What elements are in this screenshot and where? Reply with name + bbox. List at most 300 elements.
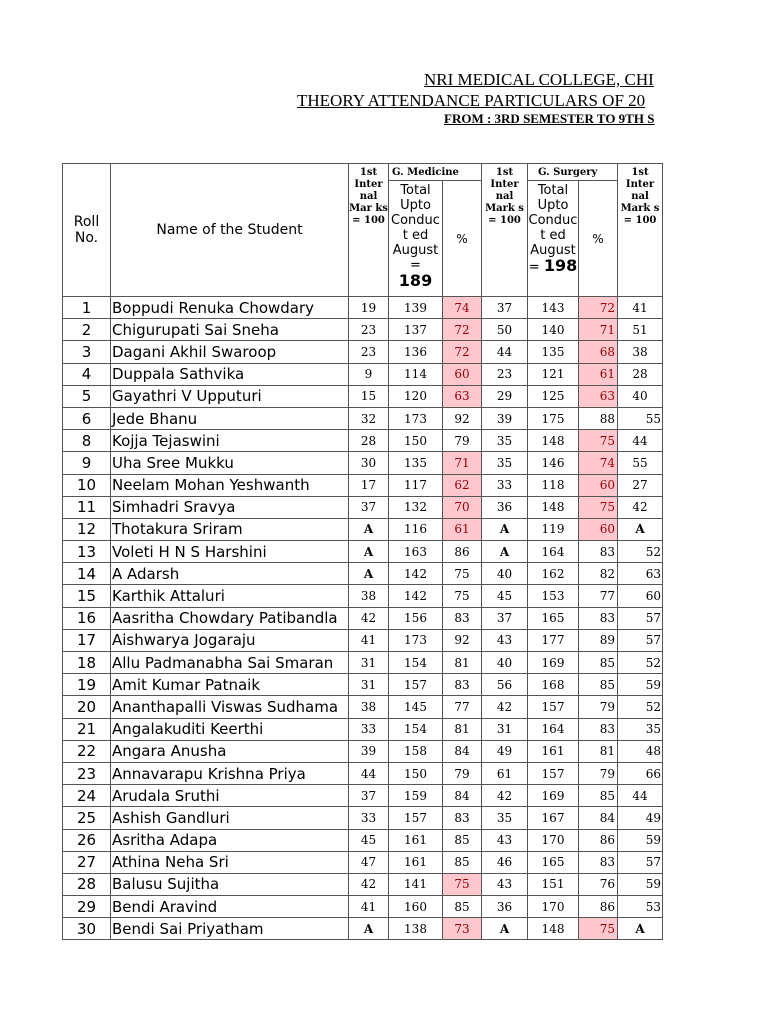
roll-number: 18: [63, 652, 111, 674]
roll-number: 8: [63, 430, 111, 452]
surgery-internal-marks: A: [482, 918, 528, 940]
surgery-percent: 85: [579, 652, 618, 674]
next-internal-marks: A: [618, 518, 663, 540]
table-row: [63, 652, 663, 674]
surgery-percent: 86: [579, 829, 618, 851]
medicine-internal-marks: A: [349, 518, 389, 540]
surgery-internal-marks: 50: [482, 319, 528, 341]
next-internal-marks: 44: [618, 430, 663, 452]
student-name: Ananthapalli Viswas Sudhama: [111, 696, 349, 718]
student-name: Amit Kumar Patnaik: [111, 674, 349, 696]
surgery-internal-marks: 42: [482, 785, 528, 807]
roll-number: 26: [63, 829, 111, 851]
college-title: NRI MEDICAL COLLEGE, CHI: [424, 70, 654, 89]
surgery-total-attended: 170: [528, 896, 579, 918]
medicine-total-attended: 116: [389, 518, 443, 540]
student-name: Voleti H N S Harshini: [111, 541, 349, 563]
surgery-internal-marks: 35: [482, 430, 528, 452]
roll-number: 19: [63, 674, 111, 696]
table-row: [63, 385, 663, 407]
table-row: [63, 407, 663, 429]
surgery-percent: 75: [579, 496, 618, 518]
medicine-internal-marks: 9: [349, 363, 389, 385]
surgery-internal-marks: 39: [482, 407, 528, 429]
roll-number: 23: [63, 762, 111, 784]
surgery-percent: 63: [579, 385, 618, 407]
surgery-internal-marks: 37: [482, 607, 528, 629]
header-medicine-percent: %: [443, 181, 482, 297]
medicine-total-attended: 137: [389, 319, 443, 341]
medicine-percent: 83: [443, 674, 482, 696]
roll-number: 13: [63, 541, 111, 563]
surgery-percent: 75: [579, 430, 618, 452]
surgery-percent: 60: [579, 474, 618, 496]
medicine-percent: 85: [443, 896, 482, 918]
medicine-percent: 74: [443, 297, 482, 319]
medicine-total-attended: 154: [389, 718, 443, 740]
roll-number: 22: [63, 740, 111, 762]
surgery-percent: 79: [579, 762, 618, 784]
table-row: [63, 563, 663, 585]
medicine-total-attended: 138: [389, 918, 443, 940]
total-label: Total Upto Conduc t ed August: [528, 183, 578, 258]
surgery-total-attended: 175: [528, 407, 579, 429]
medicine-internal-marks: 38: [349, 585, 389, 607]
medicine-internal-marks: 37: [349, 496, 389, 518]
next-internal-marks: 59: [618, 873, 663, 895]
total-eq: =: [528, 260, 540, 275]
surgery-total-attended: 165: [528, 607, 579, 629]
table-row: [63, 607, 663, 629]
table-row: [63, 629, 663, 651]
medicine-total-attended: 136: [389, 341, 443, 363]
student-name: Boppudi Renuka Chowdary: [111, 297, 349, 319]
next-internal-marks: 57: [618, 607, 663, 629]
medicine-percent: 73: [443, 918, 482, 940]
next-internal-marks: 59: [618, 829, 663, 851]
surgery-internal-marks: 43: [482, 873, 528, 895]
roll-number: 27: [63, 851, 111, 873]
surgery-internal-marks: 45: [482, 585, 528, 607]
surgery-total-attended: 153: [528, 585, 579, 607]
table-row: [63, 785, 663, 807]
surgery-internal-marks: 43: [482, 829, 528, 851]
roll-number: 9: [63, 452, 111, 474]
table-row: [63, 918, 663, 940]
medicine-percent: 61: [443, 518, 482, 540]
medicine-total-attended: 157: [389, 807, 443, 829]
surgery-percent: 83: [579, 607, 618, 629]
student-name: Thotakura Sriram: [111, 518, 349, 540]
surgery-total-attended: 169: [528, 785, 579, 807]
surgery-percent: 77: [579, 585, 618, 607]
next-internal-marks: 51: [618, 319, 663, 341]
next-internal-marks: 52: [618, 541, 663, 563]
medicine-internal-marks: A: [349, 563, 389, 585]
surgery-internal-marks: 61: [482, 762, 528, 784]
medicine-internal-marks: 32: [349, 407, 389, 429]
table-row: [63, 341, 663, 363]
surgery-total-attended: 161: [528, 740, 579, 762]
student-name: Angara Anusha: [111, 740, 349, 762]
medicine-total-attended: 161: [389, 851, 443, 873]
student-name: Athina Neha Sri: [111, 851, 349, 873]
surgery-percent: 81: [579, 740, 618, 762]
table-row: [63, 541, 663, 563]
roll-number: 2: [63, 319, 111, 341]
roll-number: 24: [63, 785, 111, 807]
surgery-internal-marks: 37: [482, 297, 528, 319]
table-row: [63, 674, 663, 696]
table-row: [63, 452, 663, 474]
student-name: Simhadri Sravya: [111, 496, 349, 518]
medicine-internal-marks: A: [349, 541, 389, 563]
surgery-total-attended: 148: [528, 430, 579, 452]
surgery-percent: 68: [579, 341, 618, 363]
document-header: [0, 65, 662, 135]
medicine-percent: 86: [443, 541, 482, 563]
surgery-percent: 83: [579, 851, 618, 873]
surgery-total-attended: 157: [528, 762, 579, 784]
student-name: Chigurupati Sai Sneha: [111, 319, 349, 341]
surgery-percent: 75: [579, 918, 618, 940]
surgery-percent: 79: [579, 696, 618, 718]
surgery-total-attended: 151: [528, 873, 579, 895]
student-name: Kojja Tejaswini: [111, 430, 349, 452]
medicine-percent: 75: [443, 563, 482, 585]
next-internal-marks: 27: [618, 474, 663, 496]
total-eq: =: [410, 258, 421, 273]
next-internal-marks: 35: [618, 718, 663, 740]
table-row: [63, 829, 663, 851]
surgery-total-attended: 143: [528, 297, 579, 319]
medicine-total-attended: 141: [389, 873, 443, 895]
student-name: Allu Padmanabha Sai Smaran: [111, 652, 349, 674]
roll-number: 25: [63, 807, 111, 829]
surgery-total-classes: 198: [543, 256, 578, 275]
surgery-total-attended: 125: [528, 385, 579, 407]
surgery-total-attended: 169: [528, 652, 579, 674]
surgery-total-attended: 164: [528, 718, 579, 740]
table-row: [63, 319, 663, 341]
surgery-internal-marks: 44: [482, 341, 528, 363]
roll-number: 14: [63, 563, 111, 585]
header-roll-no: Roll No.: [63, 164, 111, 297]
table-row: [63, 807, 663, 829]
surgery-internal-marks: 36: [482, 496, 528, 518]
surgery-total-attended: 165: [528, 851, 579, 873]
table-row: [63, 474, 663, 496]
medicine-total-attended: 145: [389, 696, 443, 718]
medicine-percent: 63: [443, 385, 482, 407]
medicine-percent: 71: [443, 452, 482, 474]
medicine-total-attended: 135: [389, 452, 443, 474]
table-row: [63, 585, 663, 607]
medicine-internal-marks: 17: [349, 474, 389, 496]
table-row: [63, 896, 663, 918]
next-internal-marks: 52: [618, 696, 663, 718]
medicine-internal-marks: 31: [349, 652, 389, 674]
surgery-percent: 88: [579, 407, 618, 429]
medicine-internal-marks: 15: [349, 385, 389, 407]
medicine-percent: 92: [443, 629, 482, 651]
medicine-percent: 85: [443, 829, 482, 851]
next-internal-marks: 49: [618, 807, 663, 829]
header-medicine-internal: 1st Inter nal Mar ks = 100: [349, 164, 389, 297]
surgery-internal-marks: 56: [482, 674, 528, 696]
surgery-percent: 74: [579, 452, 618, 474]
medicine-percent: 79: [443, 430, 482, 452]
medicine-percent: 85: [443, 851, 482, 873]
table-row: [63, 518, 663, 540]
next-internal-marks: 63: [618, 563, 663, 585]
next-internal-marks: 57: [618, 629, 663, 651]
student-name: Arudala Sruthi: [111, 785, 349, 807]
next-internal-marks: 44: [618, 785, 663, 807]
surgery-internal-marks: 35: [482, 452, 528, 474]
medicine-internal-marks: 42: [349, 607, 389, 629]
surgery-percent: 82: [579, 563, 618, 585]
surgery-total-attended: 148: [528, 496, 579, 518]
student-name: Bendi Sai Priyatham: [111, 918, 349, 940]
medicine-percent: 60: [443, 363, 482, 385]
medicine-internal-marks: 23: [349, 341, 389, 363]
surgery-internal-marks: 29: [482, 385, 528, 407]
roll-number: 10: [63, 474, 111, 496]
surgery-internal-marks: 33: [482, 474, 528, 496]
surgery-internal-marks: 35: [482, 807, 528, 829]
medicine-total-attended: 150: [389, 430, 443, 452]
header-surgery-internal: 1st Inter nal Mark s = 100: [482, 164, 528, 297]
next-internal-marks: 28: [618, 363, 663, 385]
medicine-total-attended: 142: [389, 585, 443, 607]
medicine-total-attended: 150: [389, 762, 443, 784]
surgery-internal-marks: 40: [482, 652, 528, 674]
surgery-internal-marks: A: [482, 518, 528, 540]
medicine-total-attended: 114: [389, 363, 443, 385]
medicine-total-attended: 158: [389, 740, 443, 762]
table-row: [63, 718, 663, 740]
medicine-total-attended: 173: [389, 629, 443, 651]
next-internal-marks: 38: [618, 341, 663, 363]
surgery-percent: 60: [579, 518, 618, 540]
surgery-internal-marks: 46: [482, 851, 528, 873]
header-surgery-total: [528, 181, 579, 297]
medicine-percent: 83: [443, 607, 482, 629]
student-name: Asritha Adapa: [111, 829, 349, 851]
next-internal-marks: 53: [618, 896, 663, 918]
surgery-percent: 85: [579, 785, 618, 807]
student-name: Jede Bhanu: [111, 407, 349, 429]
table-row: [63, 696, 663, 718]
medicine-total-attended: 117: [389, 474, 443, 496]
header-subject-medicine: G. Medicine: [389, 164, 482, 181]
student-name: Aasritha Chowdary Patibandla: [111, 607, 349, 629]
roll-number: 16: [63, 607, 111, 629]
surgery-percent: 72: [579, 297, 618, 319]
surgery-internal-marks: 42: [482, 696, 528, 718]
surgery-percent: 84: [579, 807, 618, 829]
medicine-percent: 75: [443, 585, 482, 607]
next-internal-marks: 66: [618, 762, 663, 784]
table-row: [63, 297, 663, 319]
total-label: Total Upto Conduc t ed August: [391, 183, 440, 258]
medicine-total-attended: 159: [389, 785, 443, 807]
medicine-percent: 72: [443, 319, 482, 341]
surgery-percent: 83: [579, 541, 618, 563]
medicine-internal-marks: 23: [349, 319, 389, 341]
student-name: Uha Sree Mukku: [111, 452, 349, 474]
header-student-name: Name of the Student: [111, 164, 349, 297]
student-name: Balusu Sujitha: [111, 873, 349, 895]
table-row: [63, 740, 663, 762]
medicine-percent: 62: [443, 474, 482, 496]
student-name: Duppala Sathvika: [111, 363, 349, 385]
student-name: Angalakuditi Keerthi: [111, 718, 349, 740]
roll-number: 21: [63, 718, 111, 740]
student-name: Bendi Aravind: [111, 896, 349, 918]
medicine-total-attended: 173: [389, 407, 443, 429]
medicine-internal-marks: 19: [349, 297, 389, 319]
surgery-internal-marks: 40: [482, 563, 528, 585]
medicine-total-attended: 157: [389, 674, 443, 696]
medicine-total-attended: 163: [389, 541, 443, 563]
roll-number: 30: [63, 918, 111, 940]
medicine-percent: 81: [443, 652, 482, 674]
surgery-internal-marks: 31: [482, 718, 528, 740]
next-internal-marks: 52: [618, 652, 663, 674]
surgery-total-attended: 148: [528, 918, 579, 940]
surgery-percent: 61: [579, 363, 618, 385]
medicine-total-attended: 132: [389, 496, 443, 518]
medicine-internal-marks: A: [349, 918, 389, 940]
medicine-internal-marks: 41: [349, 896, 389, 918]
surgery-percent: 85: [579, 674, 618, 696]
next-internal-marks: 55: [618, 452, 663, 474]
medicine-internal-marks: 47: [349, 851, 389, 873]
medicine-internal-marks: 39: [349, 740, 389, 762]
roll-number: 3: [63, 341, 111, 363]
surgery-total-attended: 168: [528, 674, 579, 696]
surgery-internal-marks: 49: [482, 740, 528, 762]
surgery-total-attended: 170: [528, 829, 579, 851]
surgery-internal-marks: 36: [482, 896, 528, 918]
header-subject-surgery: G. Surgery: [528, 164, 618, 181]
medicine-total-attended: 120: [389, 385, 443, 407]
medicine-percent: 84: [443, 785, 482, 807]
medicine-internal-marks: 44: [349, 762, 389, 784]
report-title: THEORY ATTENDANCE PARTICULARS OF 20: [297, 91, 646, 110]
surgery-internal-marks: 43: [482, 629, 528, 651]
roll-number: 1: [63, 297, 111, 319]
medicine-total-attended: 160: [389, 896, 443, 918]
student-name: Aishwarya Jogaraju: [111, 629, 349, 651]
medicine-total-attended: 161: [389, 829, 443, 851]
roll-number: 28: [63, 873, 111, 895]
surgery-total-attended: 146: [528, 452, 579, 474]
student-name: A Adarsh: [111, 563, 349, 585]
roll-number: 17: [63, 629, 111, 651]
next-internal-marks: 59: [618, 674, 663, 696]
table-row: [63, 873, 663, 895]
medicine-percent: 92: [443, 407, 482, 429]
medicine-total-attended: 156: [389, 607, 443, 629]
medicine-total-attended: 154: [389, 652, 443, 674]
student-name: Ashish Gandluri: [111, 807, 349, 829]
roll-number: 20: [63, 696, 111, 718]
table-row: [63, 430, 663, 452]
medicine-total-attended: 139: [389, 297, 443, 319]
next-internal-marks: 55: [618, 407, 663, 429]
medicine-internal-marks: 38: [349, 696, 389, 718]
surgery-total-attended: 164: [528, 541, 579, 563]
surgery-total-attended: 177: [528, 629, 579, 651]
roll-number: 12: [63, 518, 111, 540]
medicine-internal-marks: 28: [349, 430, 389, 452]
roll-number: 11: [63, 496, 111, 518]
student-name: Dagani Akhil Swaroop: [111, 341, 349, 363]
attendance-table: [62, 163, 663, 940]
table-row: [63, 496, 663, 518]
medicine-total-classes: 189: [398, 271, 433, 290]
surgery-percent: 76: [579, 873, 618, 895]
medicine-internal-marks: 33: [349, 718, 389, 740]
medicine-percent: 79: [443, 762, 482, 784]
surgery-total-attended: 140: [528, 319, 579, 341]
semester-range: FROM : 3RD SEMESTER TO 9TH S: [444, 111, 655, 126]
student-name: Gayathri V Upputuri: [111, 385, 349, 407]
next-internal-marks: 42: [618, 496, 663, 518]
surgery-total-attended: 119: [528, 518, 579, 540]
medicine-internal-marks: 33: [349, 807, 389, 829]
table-row: [63, 762, 663, 784]
medicine-internal-marks: 37: [349, 785, 389, 807]
surgery-total-attended: 162: [528, 563, 579, 585]
medicine-percent: 84: [443, 740, 482, 762]
surgery-total-attended: 121: [528, 363, 579, 385]
medicine-total-attended: 142: [389, 563, 443, 585]
roll-number: 29: [63, 896, 111, 918]
next-internal-marks: 60: [618, 585, 663, 607]
student-name: Neelam Mohan Yeshwanth: [111, 474, 349, 496]
next-internal-marks: 40: [618, 385, 663, 407]
student-name: Annavarapu Krishna Priya: [111, 762, 349, 784]
surgery-internal-marks: 23: [482, 363, 528, 385]
medicine-percent: 77: [443, 696, 482, 718]
medicine-percent: 75: [443, 873, 482, 895]
surgery-total-attended: 167: [528, 807, 579, 829]
medicine-internal-marks: 31: [349, 674, 389, 696]
surgery-total-attended: 157: [528, 696, 579, 718]
table-row: [63, 851, 663, 873]
surgery-percent: 71: [579, 319, 618, 341]
medicine-percent: 70: [443, 496, 482, 518]
medicine-internal-marks: 41: [349, 629, 389, 651]
header-medicine-total: [389, 181, 443, 297]
table-row: [63, 363, 663, 385]
medicine-percent: 72: [443, 341, 482, 363]
header-surgery-percent: %: [579, 181, 618, 297]
student-name: Karthik Attaluri: [111, 585, 349, 607]
medicine-percent: 83: [443, 807, 482, 829]
header-next-internal: 1st Inter nal Mark s = 100: [618, 164, 663, 297]
medicine-percent: 81: [443, 718, 482, 740]
next-internal-marks: A: [618, 918, 663, 940]
medicine-internal-marks: 42: [349, 873, 389, 895]
next-internal-marks: 57: [618, 851, 663, 873]
surgery-internal-marks: A: [482, 541, 528, 563]
surgery-percent: 86: [579, 896, 618, 918]
